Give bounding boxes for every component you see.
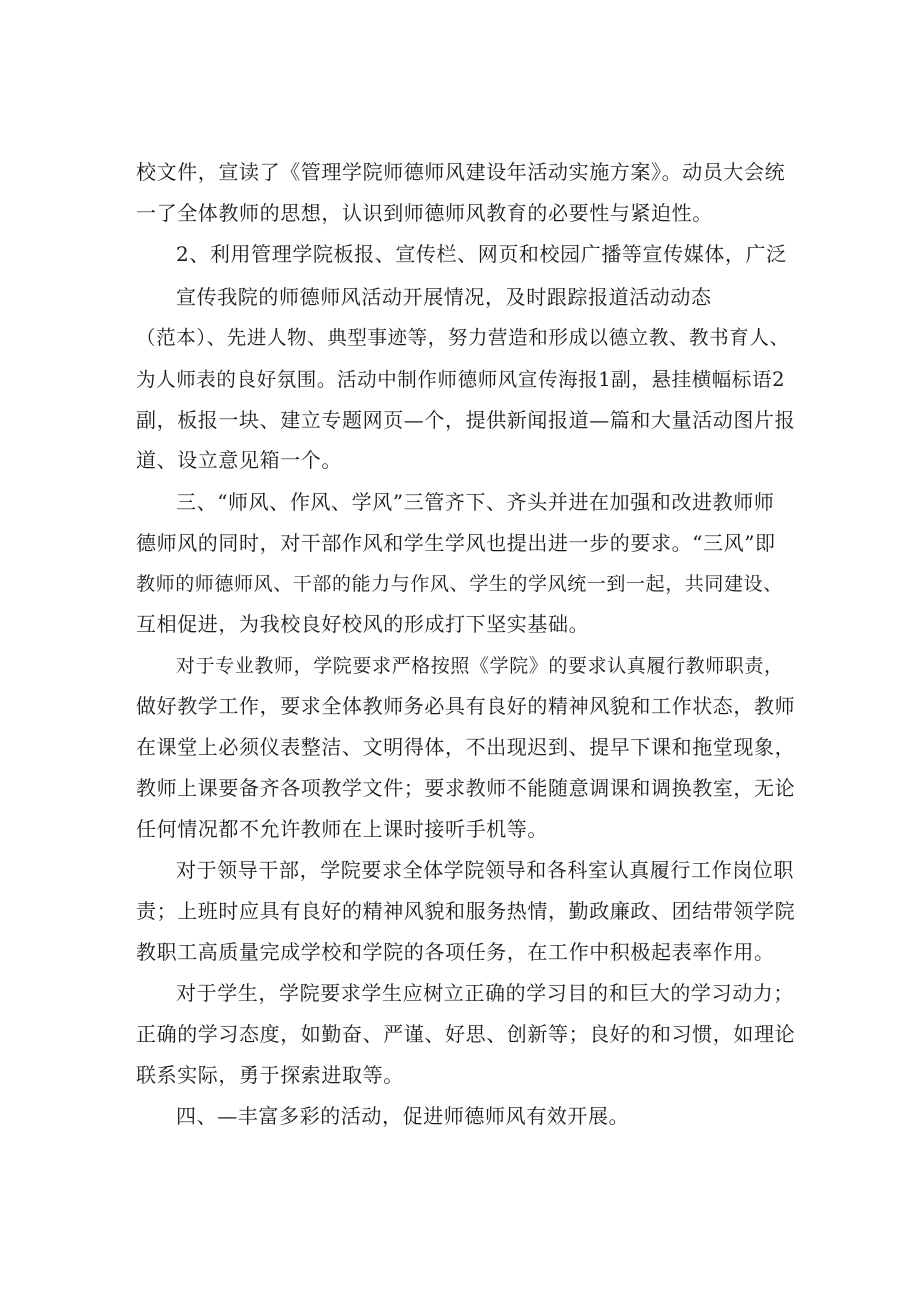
text-line: （范本）、先进人物、典型事迹等，努力营造和形成以德立教、教书育人、 — [136, 326, 790, 349]
text-line: 对于专业教师，学院要求严格按照《学院》的要求认真履行教师职责， — [176, 655, 784, 677]
text-line: 校文件，宣读了《管理学院师德师风建设年活动实施方案》。动员大会统 — [136, 160, 786, 184]
text-line: 教师上课要备齐各项教学文件；要求教师不能随意调课和调换教室，无论 — [136, 776, 796, 800]
text-line: 道、设立意见箱一个。 — [136, 448, 342, 472]
text-line: 在课堂上必须仪表整洁、文明得体，不出现迟到、提早下课和拖堂现象， — [136, 735, 796, 759]
text-line: 一了全体教师的思想，认识到师德师风教育的必要性与紧迫性。 — [136, 201, 713, 225]
text-line: 正确的学习态度，如勤奋、严谨、好思、创新等；良好的和习惯，如理论 — [136, 1022, 796, 1046]
text-line: 为人师表的良好氛围。活动中制作师德师风宣传海报1副，悬挂横幅标语2 — [136, 368, 786, 391]
text-line: 2、利用管理学院板报、宣传栏、网页和校园广播等宣传媒体，广泛 — [176, 242, 787, 266]
text-line: 对于学生，学院要求学生应树立正确的学习目的和巨大的学习动力； — [176, 981, 794, 1005]
text-line: 联系实际，勇于探索进取等。 — [136, 1063, 404, 1087]
text-line: 四、—丰富多彩的活动，促进师德师风有效开展。 — [176, 1104, 630, 1128]
text-line: 三、“师风、作风、学风”三管齐下、齐头并进在加强和改进教师师 — [176, 490, 775, 514]
text-line: 做好教学工作，要求全体教师务必具有良好的精神风貌和工作状态，教师 — [136, 694, 796, 718]
text-line: 互相促进，为我校良好校风的形成打下坚实基础。 — [136, 612, 590, 636]
text-line: 责；上班时应具有良好的精神风貌和服务热情，勤政廉政、团结带领学院 — [136, 899, 796, 923]
text-line: 副，板报一块、建立专题网页—个，提供新闻报道—篇和大量活动图片报 — [136, 408, 796, 432]
text-line: 任何情况都不允许教师在上课时接听手机等。 — [136, 817, 548, 841]
text-line: 宣传我院的师德师风活动开展情况，及时跟踪报道活动动态 — [176, 285, 712, 309]
text-line: 教职工高质量完成学校和学院的各项任务，在工作中积极起表率作用。 — [136, 940, 775, 964]
text-line: 教师的师德师风、干部的能力与作风、学生的学风统一到一起，共同建设、 — [136, 573, 783, 595]
text-line: 对于领导干部，学院要求全体学院领导和各科室认真履行工作岗位职 — [176, 858, 794, 882]
text-line: 德师风的同时，对干部作风和学生学风也提出进一步的要求。“三风”即 — [136, 531, 776, 555]
